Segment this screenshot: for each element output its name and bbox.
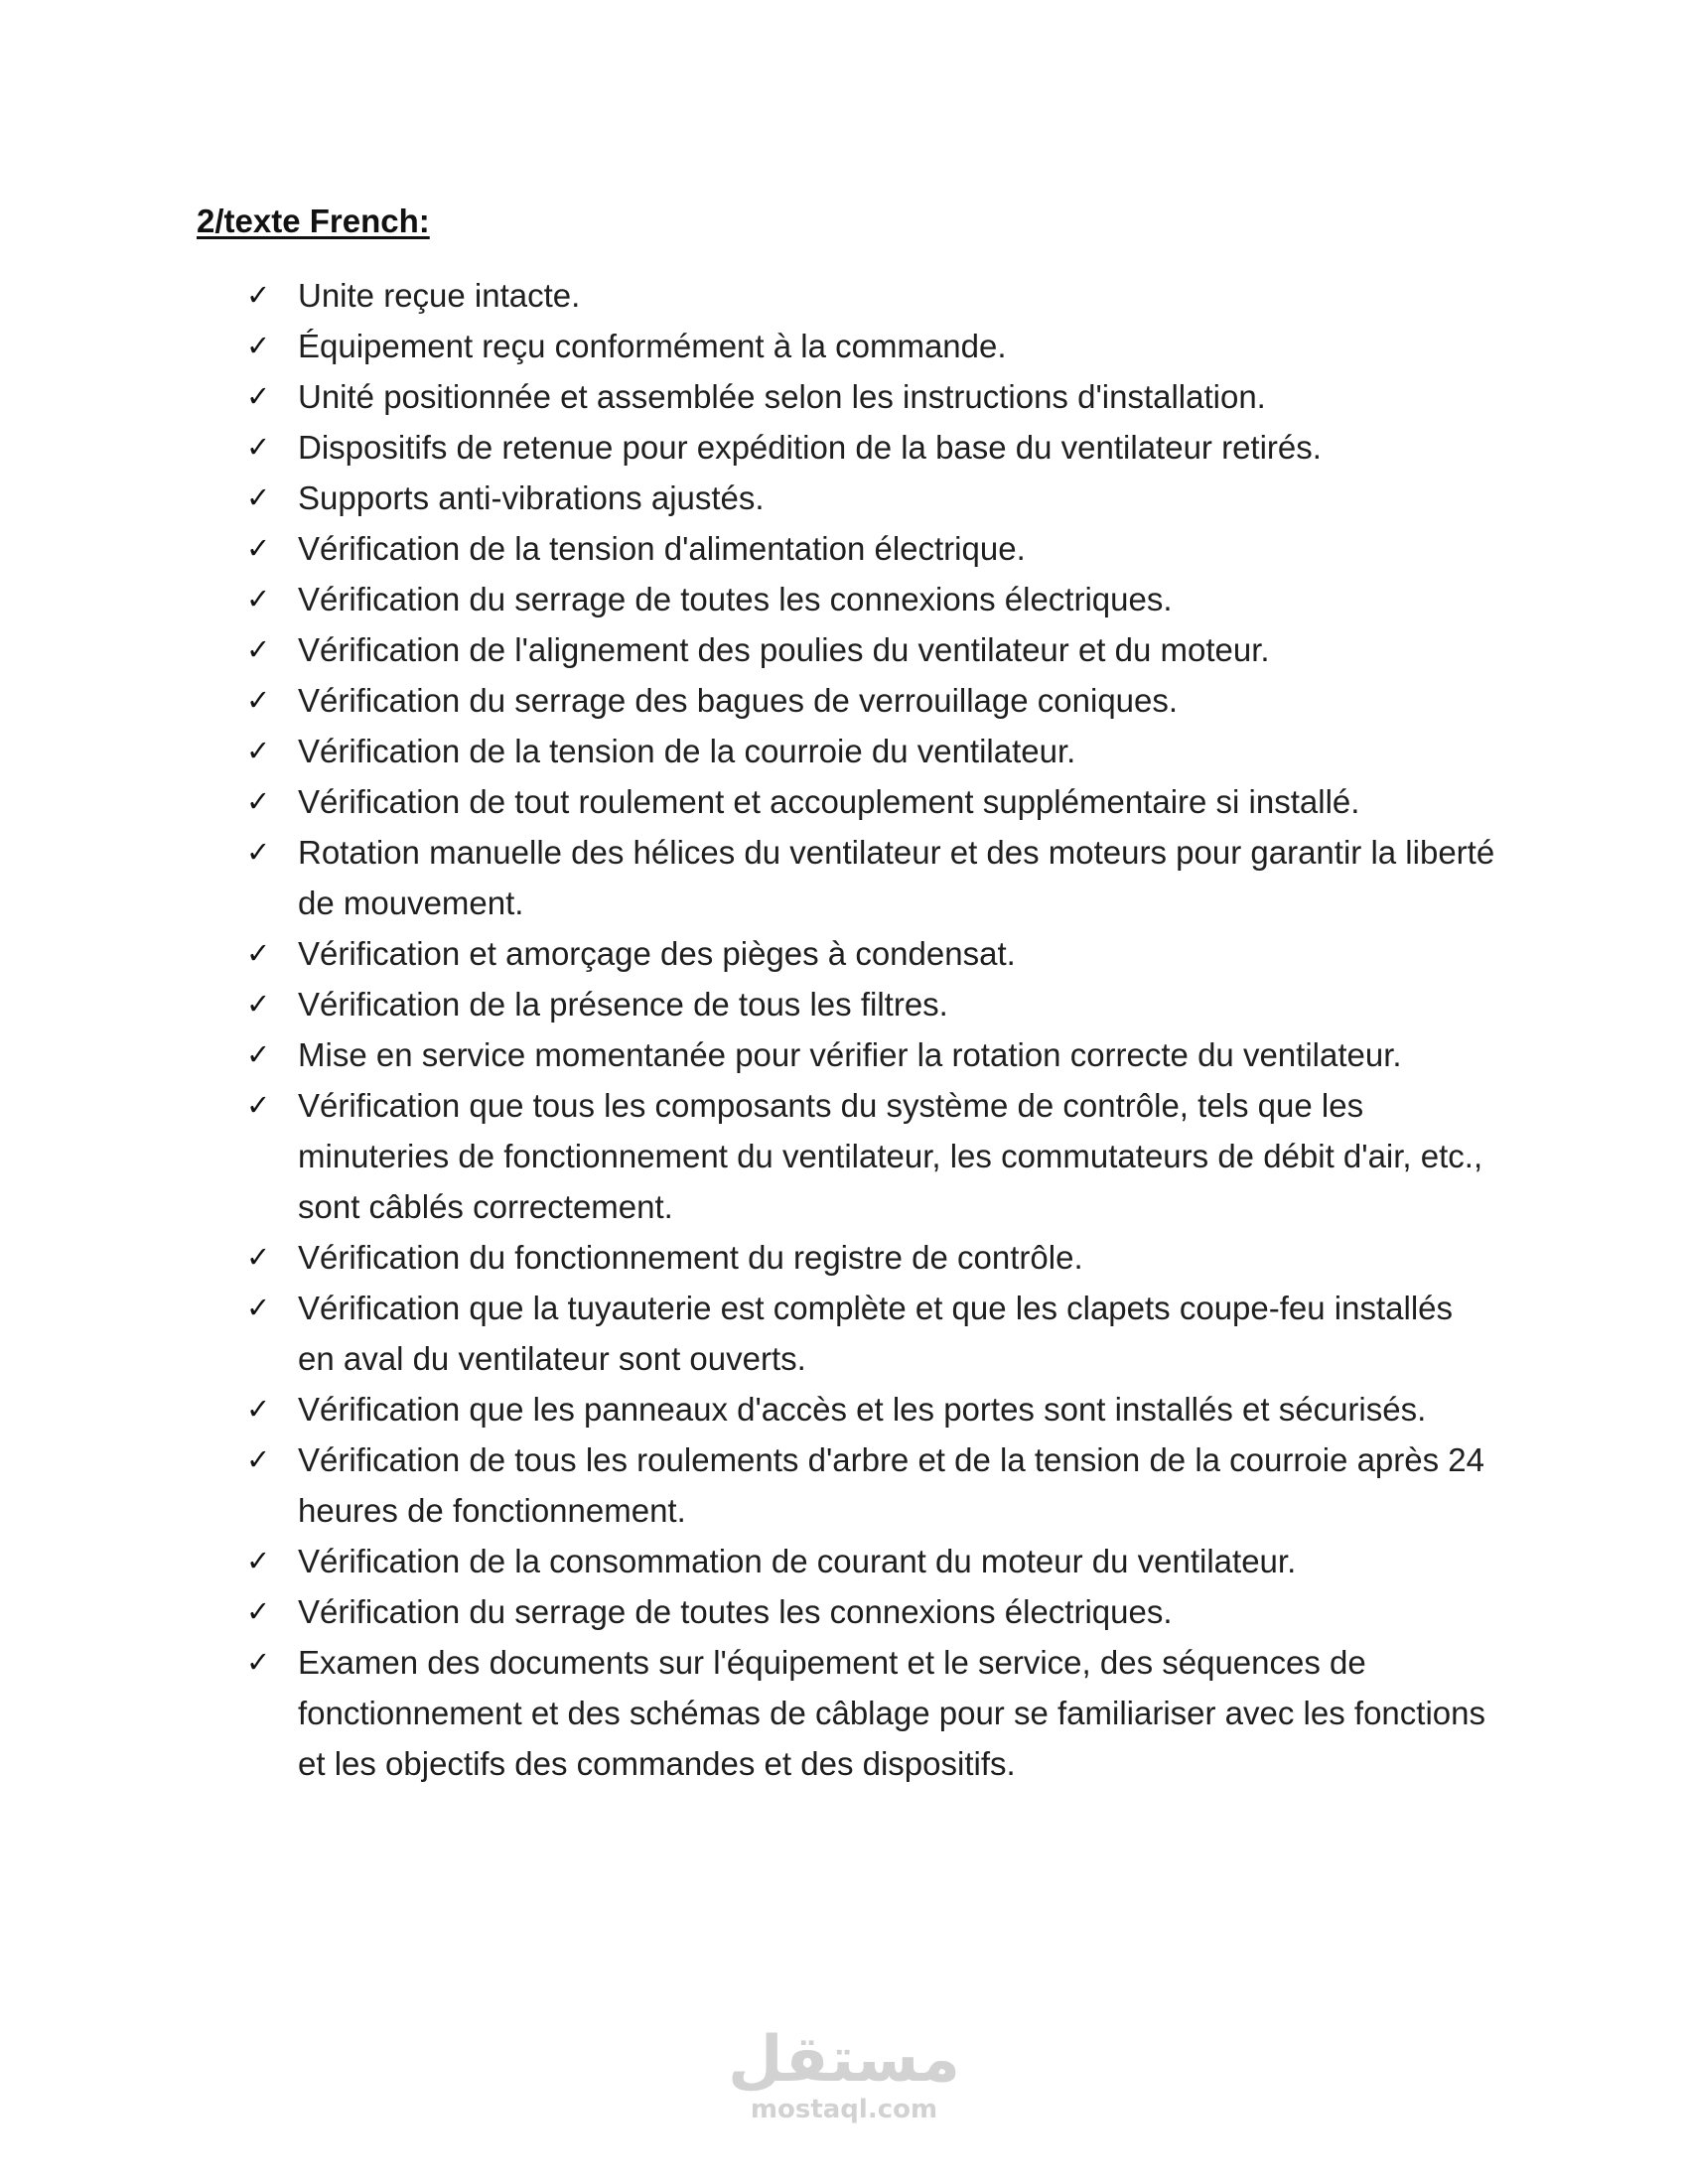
checkmark-icon: ✓ (246, 531, 271, 565)
checklist-item-text: Unité positionnée et assemblée selon les instructions d'installation. (298, 378, 1266, 415)
checklist-item (246, 473, 1497, 523)
checklist-item-text: Vérification que tous les composants du système de contrôle, tels que les minuteries de fonctionnement du ventilateur, les commutateurs de débit d'air, etc., sont câblés correctement. (298, 1087, 1483, 1225)
checkmark-icon: ✓ (246, 784, 271, 818)
checklist-item (246, 1536, 1497, 1586)
checklist-item-text: Vérification de la consommation de courant du moteur du ventilateur. (298, 1543, 1297, 1579)
checklist-item-text: Vérification du fonctionnement du registre de contrôle. (298, 1239, 1083, 1276)
checkmark-icon: ✓ (246, 1240, 271, 1274)
section-heading: 2/texte French: (197, 203, 430, 239)
checklist-item-text: Examen des documents sur l'équipement et le service, des séquences de fonctionnement et des schémas de câblage pour se familiariser avec les fonctions et les objectifs des commandes et des dispositifs. (298, 1644, 1485, 1782)
checklist-item (246, 321, 1497, 371)
checkmark-icon: ✓ (246, 278, 271, 312)
checkmark-icon: ✓ (246, 683, 271, 717)
checklist-item-text: Mise en service momentanée pour vérifier la rotation correcte du ventilateur. (298, 1036, 1402, 1073)
checkmark-icon: ✓ (246, 632, 271, 666)
checklist-item (246, 827, 1497, 928)
checkmark-icon: ✓ (246, 987, 271, 1021)
watermark-logo (725, 2025, 963, 2124)
checklist-item (246, 1637, 1497, 1789)
checklist-item-text: Vérification du serrage des bagues de verrouillage coniques. (298, 682, 1179, 719)
checklist-item (246, 776, 1497, 827)
checklist-item (246, 1080, 1497, 1232)
checkmark-icon: ✓ (246, 1291, 271, 1324)
checklist-item-text: Dispositifs de retenue pour expédition de la base du ventilateur retirés. (298, 429, 1322, 466)
checklist-item-text: Vérification que les panneaux d'accès et les portes sont installés et sécurisés. (298, 1391, 1427, 1428)
checklist-item (246, 726, 1497, 776)
checklist-item (246, 979, 1497, 1029)
checklist-item-text: Vérification de la tension d'alimentation électrique. (298, 530, 1026, 567)
checklist-item (246, 1232, 1497, 1283)
checklist-item (246, 1029, 1497, 1080)
checklist-item (246, 675, 1497, 726)
checkmark-icon: ✓ (246, 1645, 271, 1679)
checklist-item-text: Vérification que la tuyauterie est complète et que les clapets coupe-feu installés en aval du ventilateur sont ouverts. (298, 1290, 1454, 1377)
watermark-url: mostaql.com (750, 2095, 938, 2124)
checklist-item (246, 270, 1497, 321)
checkmark-icon: ✓ (246, 1392, 271, 1426)
checklist-item-text: Vérification de la présence de tous les filtres. (298, 986, 948, 1023)
checklist-item-text: Rotation manuelle des hélices du ventilateur et des moteurs pour garantir la liberté de mouvement. (298, 834, 1495, 921)
checkmark-icon: ✓ (246, 379, 271, 413)
checklist-item-text: Vérification de tous les roulements d'arbre et de la tension de la courroie après 24 heures de fonctionnement. (298, 1441, 1484, 1529)
checkmark-icon: ✓ (246, 1037, 271, 1071)
checklist-item (246, 1384, 1497, 1434)
watermark-arabic: مستقل (727, 2023, 961, 2097)
checklist-item-text: Vérification de la tension de la courroie du ventilateur. (298, 733, 1076, 769)
checklist-item-text: Unite reçue intacte. (298, 277, 581, 314)
checkmark-icon: ✓ (246, 1442, 271, 1476)
checkmark-icon: ✓ (246, 835, 271, 869)
checkmark-icon: ✓ (246, 329, 271, 362)
checklist-item (246, 928, 1497, 979)
checkmark-icon: ✓ (246, 734, 271, 767)
checklist-item-text: Vérification et amorçage des pièges à condensat. (298, 935, 1016, 972)
checklist-item (246, 1434, 1497, 1536)
checklist (246, 270, 1497, 1789)
checklist-item (246, 574, 1497, 624)
checklist-item-text: Supports anti-vibrations ajustés. (298, 479, 765, 516)
checkmark-icon: ✓ (246, 1594, 271, 1628)
checklist-item (246, 1283, 1497, 1384)
checklist-item-text: Vérification de tout roulement et accouplement supplémentaire si installé. (298, 783, 1360, 820)
checkmark-icon: ✓ (246, 480, 271, 514)
checklist-item (246, 523, 1497, 574)
checklist-item (246, 371, 1497, 422)
checkmark-icon: ✓ (246, 1544, 271, 1577)
checkmark-icon: ✓ (246, 582, 271, 615)
checklist-item-text: Vérification de l'alignement des poulies du ventilateur et du moteur. (298, 631, 1270, 668)
checklist-item-text: Équipement reçu conformément à la commande. (298, 328, 1007, 364)
checklist-item-text: Vérification du serrage de toutes les connexions électriques. (298, 581, 1173, 617)
checklist-item (246, 1586, 1497, 1637)
checklist-item (246, 422, 1497, 473)
checkmark-icon: ✓ (246, 936, 271, 970)
checkmark-icon: ✓ (246, 1088, 271, 1122)
checkmark-icon: ✓ (246, 430, 271, 464)
checklist-item (246, 624, 1497, 675)
checklist-item-text: Vérification du serrage de toutes les connexions électriques. (298, 1593, 1173, 1630)
